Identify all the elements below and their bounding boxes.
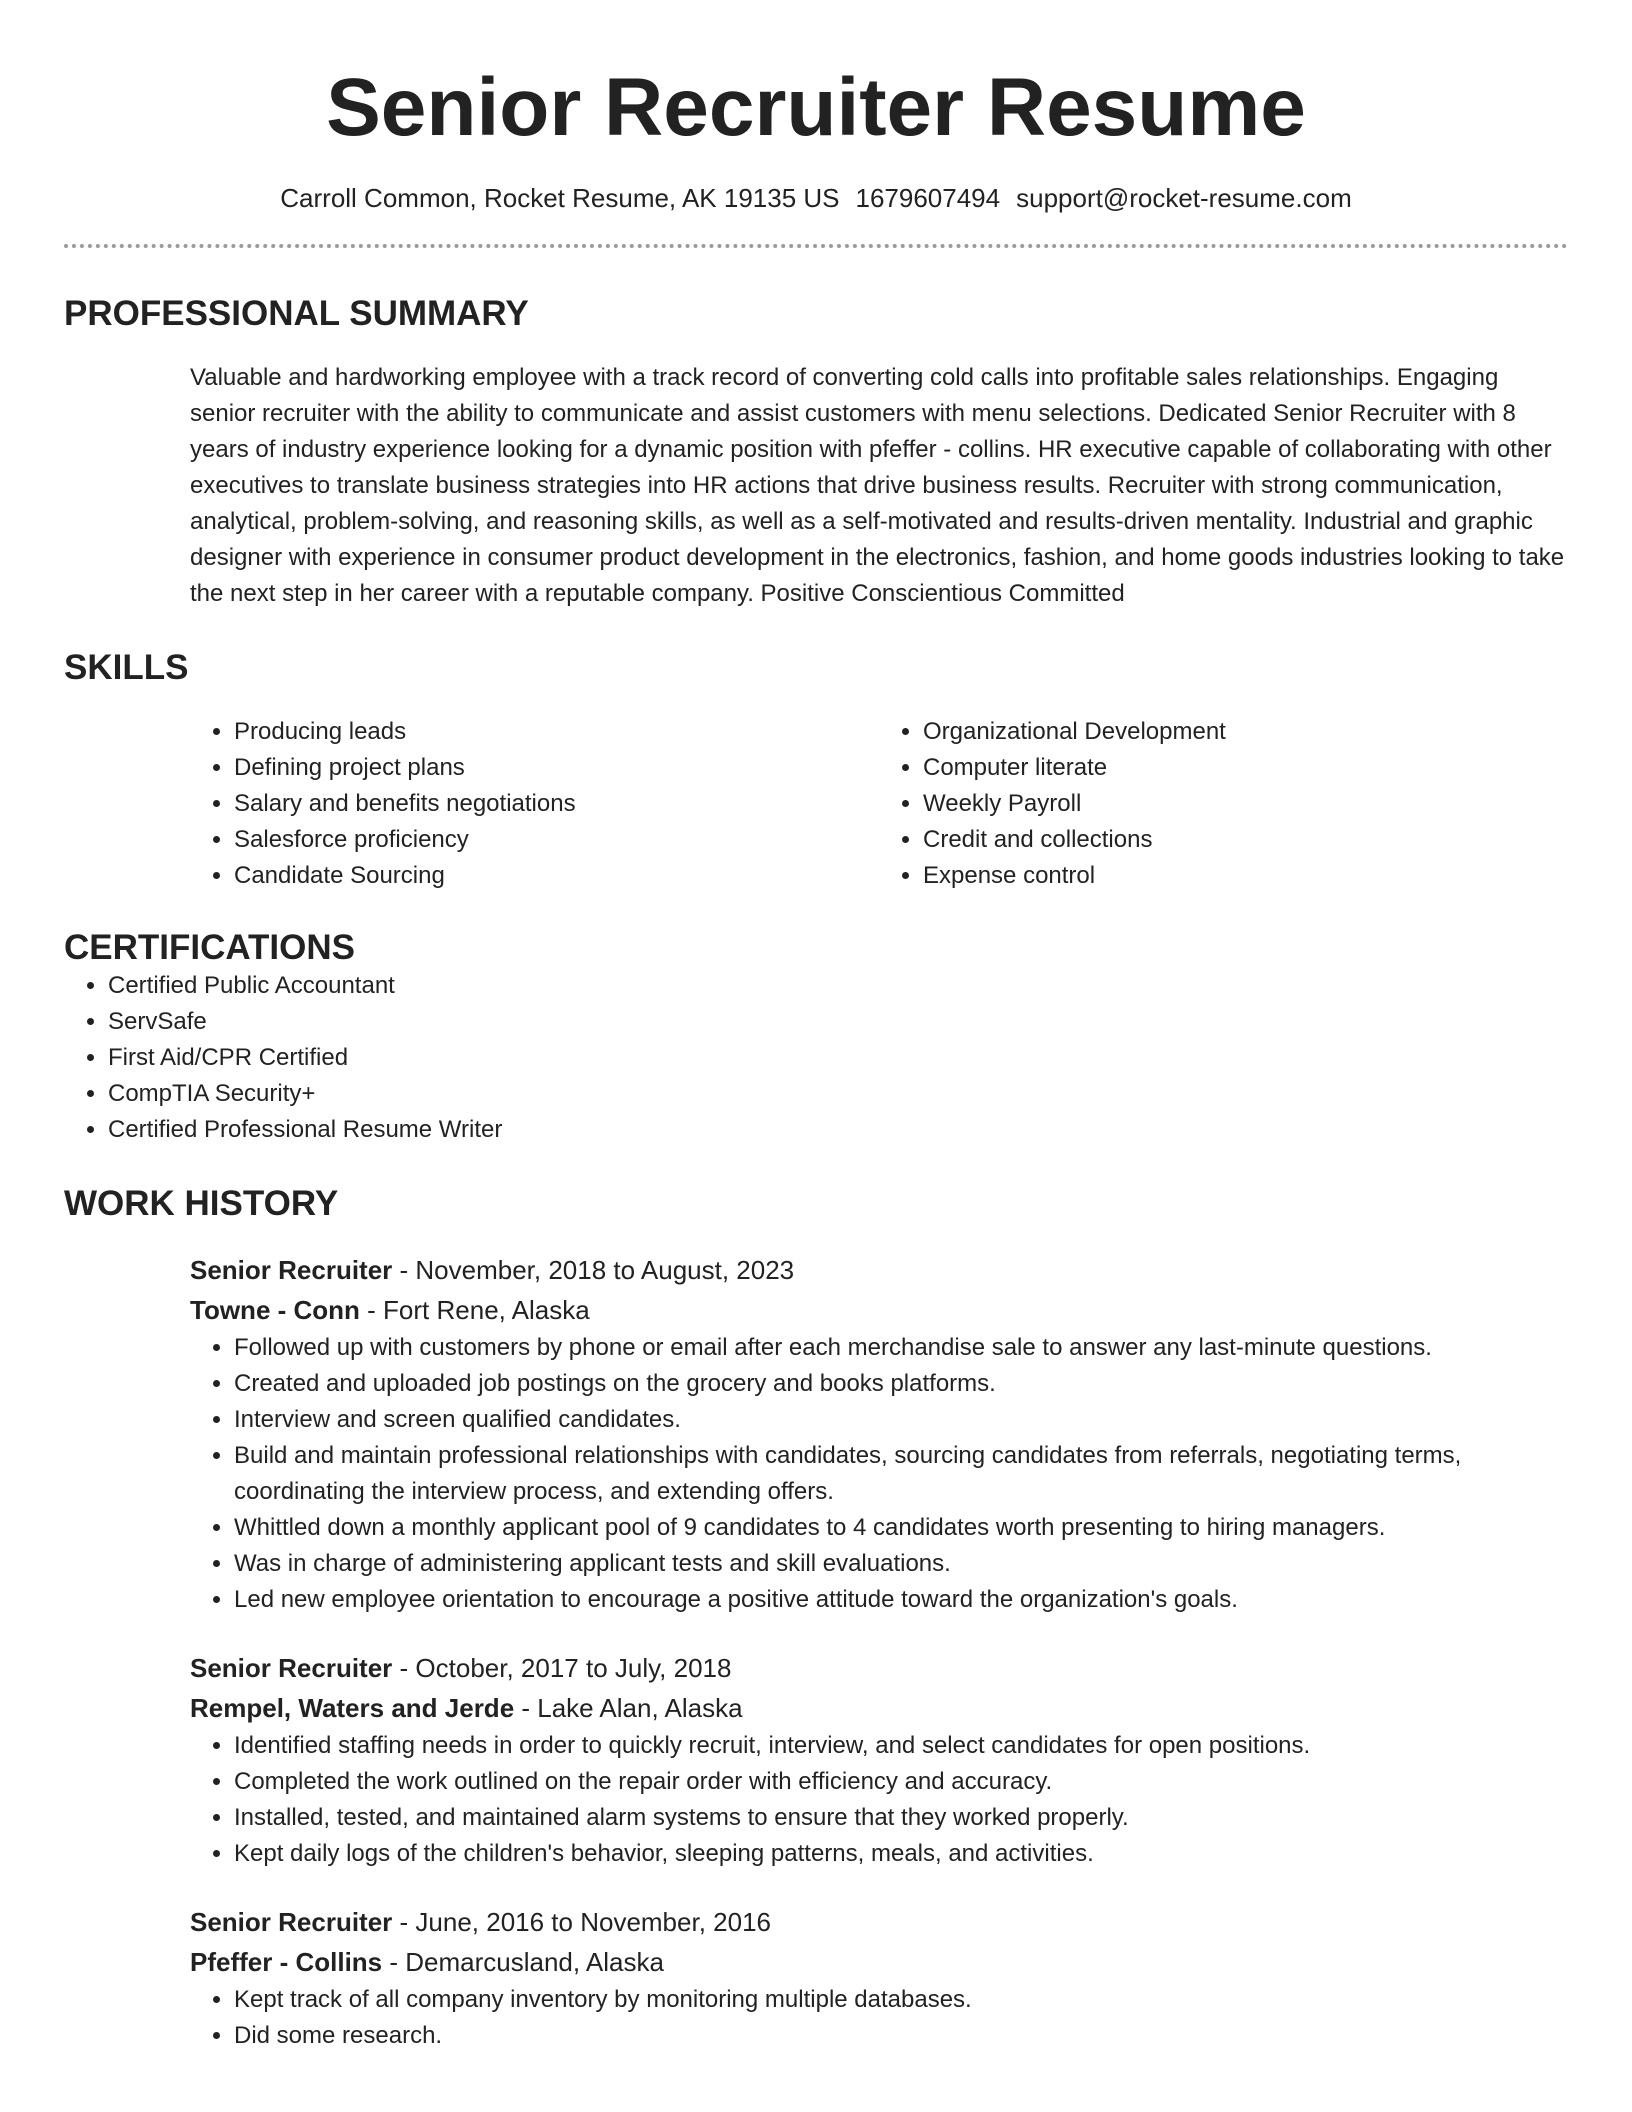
skill-item: • Salary and benefits negotiations [234, 786, 879, 822]
skills-heading: SKILLS [64, 648, 189, 687]
job-bullet: • Kept daily logs of the children's behavior, sleeping patterns, meals, and activities. [234, 1836, 1568, 1872]
header-divider [64, 244, 1568, 248]
summary-heading: PROFESSIONAL SUMMARY [64, 294, 529, 333]
job-bullet: • Led new employee orientation to encourage a positive attitude toward the organization's goals. [234, 1582, 1568, 1618]
skills-section [64, 648, 1568, 894]
job-entry [190, 1250, 1568, 1618]
job-location: Fort Rene, Alaska [383, 1295, 590, 1325]
job-dates: November, 2018 to August, 2023 [415, 1255, 795, 1285]
certifications-list [64, 968, 1568, 1148]
summary-section [64, 294, 1568, 612]
skill-item: • Credit and collections [923, 822, 1568, 858]
certification-item: • First Aid/CPR Certified [108, 1040, 1568, 1076]
separator: - [514, 1693, 538, 1723]
certification-item: • Certified Public Accountant [108, 968, 1568, 1004]
job-bullet: • Kept track of all company inventory by monitoring multiple databases. [234, 1982, 1568, 2018]
contact-phone: 1679607494 [855, 183, 1001, 213]
job-bullet: • Interview and screen qualified candidates. [234, 1402, 1568, 1438]
separator: - [392, 1255, 416, 1285]
job-bullet: • Did some research. [234, 2018, 1568, 2054]
job-company-line [190, 1942, 1568, 1982]
job-entry [190, 1648, 1568, 1872]
job-title: Senior Recruiter [190, 1907, 393, 1937]
skill-item: • Organizational Development [923, 714, 1568, 750]
job-bullets [190, 1982, 1568, 2054]
contact-address: Carroll Common, Rocket Resume, AK 19135 US [280, 183, 840, 213]
separator: - [392, 1653, 416, 1683]
job-company-line [190, 1688, 1568, 1728]
page-title: Senior Recruiter Resume [326, 62, 1306, 153]
job-company: Towne - Conn [190, 1295, 360, 1325]
contact-email: support@rocket-resume.com [1016, 183, 1352, 213]
job-bullet: • Identified staffing needs in order to quickly recruit, interview, and select candidates for open positions. [234, 1728, 1568, 1764]
separator: - [392, 1907, 416, 1937]
certification-item: • ServSafe [108, 1004, 1568, 1040]
job-title-line [190, 1902, 1568, 1942]
skills-list-left [190, 714, 879, 894]
job-bullet: • Was in charge of administering applicant tests and skill evaluations. [234, 1546, 1568, 1582]
job-bullets [190, 1330, 1568, 1618]
separator: - [382, 1947, 406, 1977]
skills-list-right [879, 714, 1568, 894]
work-history-section [64, 1184, 1568, 2054]
job-title-line [190, 1250, 1568, 1290]
job-bullet: • Installed, tested, and maintained alarm systems to ensure that they worked properly. [234, 1800, 1568, 1836]
separator: - [359, 1295, 384, 1325]
contact-line [64, 182, 1568, 214]
skill-item: • Salesforce proficiency [234, 822, 879, 858]
certifications-heading: CERTIFICATIONS [64, 928, 356, 967]
skill-item: • Expense control [923, 858, 1568, 894]
job-bullet: • Completed the work outlined on the repair order with efficiency and accuracy. [234, 1764, 1568, 1800]
skill-item: • Weekly Payroll [923, 786, 1568, 822]
job-dates: October, 2017 to July, 2018 [415, 1653, 732, 1683]
job-company: Rempel, Waters and Jerde [190, 1693, 515, 1723]
skill-item: • Defining project plans [234, 750, 879, 786]
skill-item: • Candidate Sourcing [234, 858, 879, 894]
skill-item: • Computer literate [923, 750, 1568, 786]
work-history-heading: WORK HISTORY [64, 1184, 339, 1223]
job-bullet: • Created and uploaded job postings on the grocery and books platforms. [234, 1366, 1568, 1402]
certifications-section [64, 928, 1568, 1148]
certification-item: • CompTIA Security+ [108, 1076, 1568, 1112]
job-title-line [190, 1648, 1568, 1688]
job-title: Senior Recruiter [190, 1653, 393, 1683]
job-bullets [190, 1728, 1568, 1872]
job-location: Demarcusland, Alaska [405, 1947, 664, 1977]
job-bullet: • Build and maintain professional relationships with candidates, sourcing candidates from referrals, negotiating terms, coordinating the interview process, and extending offers. [234, 1438, 1568, 1510]
job-company: Pfeffer - Collins [190, 1947, 383, 1977]
job-location: Lake Alan, Alaska [537, 1693, 743, 1723]
skills-columns [190, 714, 1568, 894]
job-dates: June, 2016 to November, 2016 [415, 1907, 771, 1937]
skill-item: • Producing leads [234, 714, 879, 750]
job-bullet: • Followed up with customers by phone or email after each merchandise sale to answer any last-minute questions. [234, 1330, 1568, 1366]
job-entry [190, 1902, 1568, 2054]
job-title: Senior Recruiter [190, 1255, 393, 1285]
summary-text: Valuable and hardworking employee with a track record of converting cold calls into profitable sales relationships. Engaging senior recruiter with the ability to communicate and assist customers with menu selections. Dedicated Senior Recruiter with 8 years of industry experience looking for a dynamic position with pfeffer - collins. HR executive capable of collaborating with other executives to translate business strategies into HR actions that drive business results. Recruiter with strong communication, analytical, problem-solving, and reasoning skills, as well as a self-motivated and results-driven mentality. Industrial and graphic designer with experience in consumer product development in the electronics, fashion, and home goods industries looking to take the next step in her career with a reputable company. Positive Conscientious Committed [190, 364, 1565, 607]
certification-item: • Certified Professional Resume Writer [108, 1112, 1568, 1148]
job-bullet: • Whittled down a monthly applicant pool of 9 candidates to 4 candidates worth presenting to hiring managers. [234, 1510, 1568, 1546]
job-company-line [190, 1290, 1568, 1330]
